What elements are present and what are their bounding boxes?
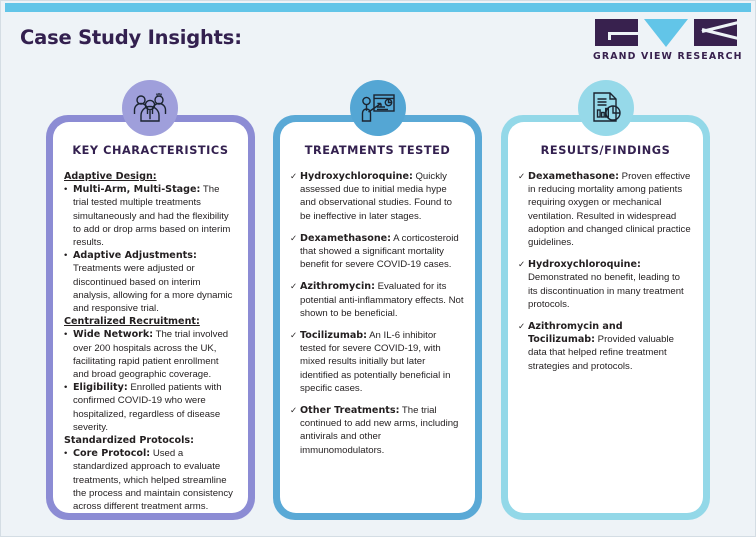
bullet-lead: Adaptive Adjustments: (73, 250, 197, 262)
badge-results-findings (578, 80, 634, 136)
column-card-inner-0 (53, 122, 248, 513)
logo-marks (593, 17, 739, 50)
bullet-dot-icon: • (64, 184, 68, 196)
bullet-dot-icon: • (64, 382, 68, 394)
bullet-lead: Dexamethasone: (300, 232, 392, 244)
bullet-text: Enrolled patients with confirmed COVID-19 who were hospitalized, regardless of disease severity. (73, 382, 222, 433)
check-icon: ✓ (518, 171, 526, 181)
badge-treatments-tested (350, 80, 406, 136)
column-blocks-0 (64, 170, 237, 513)
bullet-lead: Hydroxychloroquine: (528, 259, 641, 271)
logo-wordmark: GRAND VIEW RESEARCH (593, 51, 743, 62)
column-heading-0: KEY CHARACTERISTICS (72, 144, 229, 157)
column-treatments-tested (273, 115, 482, 520)
bullet-eligibility (64, 381, 237, 434)
bullet-text: Evaluated for its potential anti-inflammatory effects. Not shown to be beneficial. (300, 281, 464, 319)
column-key-characteristics (46, 115, 255, 520)
bullet-lead: Tocilizumab: (300, 330, 368, 342)
bullet-lead: Azithromycin and Tocilizumab: (528, 321, 623, 346)
top-accent-bar (5, 3, 751, 12)
column-results-findings (501, 115, 710, 520)
subhead-adaptive-design: Adaptive Design: (64, 171, 157, 182)
bullet-lead: Multi-Arm, Multi-Stage: (73, 184, 201, 196)
bullet-adaptive-adjustments (64, 249, 237, 315)
header (1, 12, 755, 70)
bullet-text: The trial involved over 200 hospitals across the UK, facilitating rapid patient enrollment and broad geographic coverage. (73, 329, 229, 381)
bullet-core-protocol (64, 447, 237, 513)
bullet-dot-icon: • (64, 250, 68, 262)
subhead-standardized-protocols: Standardized Protocols: (64, 435, 194, 447)
logo-r-mark-icon (694, 19, 737, 46)
subhead-centralized-recruitment: Centralized Recruitment: (64, 316, 200, 328)
bullet-text: The trial tested multiple treatments simultaneously and had the flexibility to add or drop arms based on interim results. (73, 184, 231, 249)
presentation-chart-icon (361, 92, 395, 124)
column-card-inner-1 (280, 122, 475, 513)
bullet-text: Provided valuable data that helped refine treatment strategies and protocols. (528, 334, 674, 372)
bullet-hydroxychloroquine-result (519, 258, 692, 311)
bullet-lead: Dexamethasone: (528, 171, 620, 182)
check-icon: ✓ (518, 259, 526, 270)
logo-r-slash-lower (702, 20, 737, 33)
check-icon: ✓ (290, 405, 298, 416)
bullet-lead: Core Protocol: (73, 448, 151, 460)
bullet-lead: Azithromycin: (300, 281, 375, 293)
bullet-multi-arm-multi-stage (64, 183, 237, 249)
badge-key-characteristics (122, 80, 178, 136)
bullet-lead: Wide Network: (73, 329, 154, 341)
bullet-dot-icon: • (64, 448, 68, 460)
check-icon: ✓ (290, 171, 298, 181)
bullet-azithromycin-tocilizumab-result (519, 320, 692, 373)
bullet-wide-network (64, 328, 237, 381)
column-heading-1: TREATMENTS TESTED (304, 144, 451, 157)
grand-view-research-logo (593, 17, 743, 69)
column-heading-2: RESULTS/FINDINGS (540, 144, 671, 157)
column-card-inner-2 (508, 122, 703, 513)
bullet-hydroxychloroquine (291, 170, 464, 223)
bullet-tocilizumab (291, 329, 464, 395)
check-icon: ✓ (290, 281, 298, 292)
bullet-text: The trial continued to add new arms, including antivirals and other immunomodulators. (300, 405, 459, 456)
columns-container (1, 80, 755, 530)
bullet-dexamethasone (291, 232, 464, 272)
bullet-azithromycin (291, 280, 464, 320)
bullet-text: An IL-6 inhibitor tested for severe COVID-19, with mixed results initially but later identified as potentially beneficial in specific cases. (300, 330, 451, 394)
bullet-text: A corticosteroid that showed a significant mortality benefit for severe COVID-19 cases. (300, 232, 459, 271)
logo-v-mark-icon (644, 19, 688, 47)
bullet-text: Proven effective in reducing mortality among patients requiring oxygen or mechanical ventilation. Resulted in widespread adoption and changed clinical practice guidelines. (528, 171, 691, 249)
people-group-icon (132, 92, 168, 124)
logo-g-mark-icon (595, 19, 638, 46)
column-blocks-2 (519, 170, 692, 373)
column-blocks-1 (291, 170, 464, 457)
bullet-dexamethasone-result (519, 170, 692, 249)
bullet-lead: Other Treatments: (300, 405, 400, 417)
bullet-lead: Hydroxychloroquine: (300, 171, 413, 182)
bullet-text: Demonstrated no benefit, leading to its discontinuation in many treatment protocols. (528, 272, 684, 310)
check-icon: ✓ (518, 321, 526, 332)
check-icon: ✓ (290, 330, 298, 341)
page-title: Case Study Insights: (20, 26, 242, 49)
bullet-text: Treatments were adjusted or discontinued based on interim analysis, allowing for a more dynamic and responsive trial. (73, 263, 233, 315)
report-pie-chart-icon (590, 91, 622, 125)
bullet-lead: Eligibility: (73, 382, 128, 394)
bullet-dot-icon: • (64, 329, 68, 341)
bullet-text: Used a standardized approach to evaluate treatments, which helped streamline the process and maintain consistency across different treatment arms. (73, 448, 233, 513)
bullet-other-treatments (291, 404, 464, 457)
check-icon: ✓ (290, 232, 298, 243)
bullet-text: Quickly assessed due to initial media hype and observational studies. Found to be ineffective in later stages. (300, 171, 453, 222)
